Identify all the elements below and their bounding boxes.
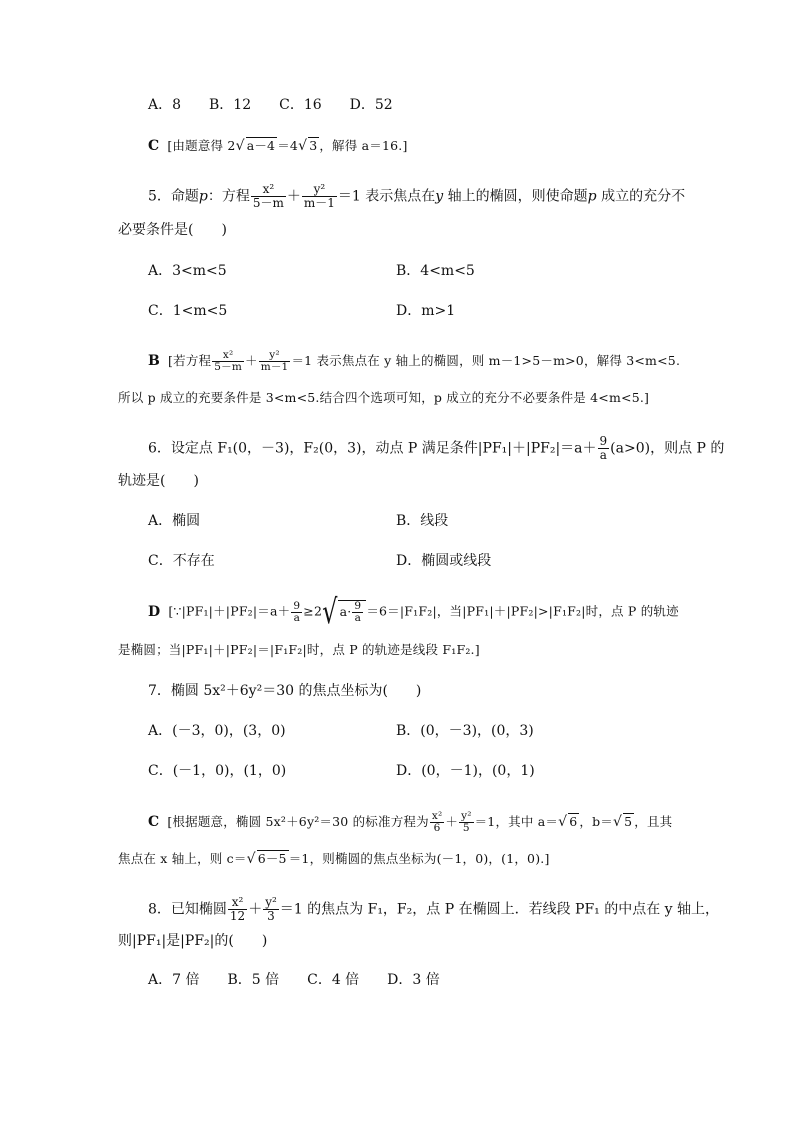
- q6-answer-text: [∵|PF₁|＋|PF₂|＝a＋: [168, 603, 291, 619]
- q7-answer-text: [根据题意，椭圆 5x²＋6y²＝30 的标准方程为: [167, 814, 429, 829]
- frac-den: 12: [229, 909, 246, 923]
- q6-answer-radical: [322, 592, 366, 632]
- sqrt-symbol: √: [558, 814, 568, 830]
- q5-option-c: C．1<m<5: [148, 303, 228, 319]
- q5-var-p: p: [198, 188, 208, 205]
- q4-answer-text: [由题意得 2: [167, 138, 236, 153]
- q5-frac2-den: m－1: [303, 196, 335, 210]
- q5-answer-text: [若方程: [168, 353, 212, 368]
- q4-answer-close: ，解得 a＝16.]: [319, 138, 408, 153]
- radicand: 6: [569, 814, 578, 829]
- sqrt-symbol: √: [322, 592, 338, 632]
- frac-den: a: [291, 612, 302, 624]
- q8-text: 8．已知椭圆: [148, 901, 227, 918]
- q6-answer-line1: [148, 592, 679, 632]
- q7-option-c: C．(－1，0)，(1，0): [148, 763, 287, 779]
- q5-option-d: D．m>1: [396, 303, 456, 319]
- q8-stem-line2: 则|PF₁|是|PF₂|的( ): [118, 933, 268, 949]
- q7-answer-text: ＝1，其中 a＝: [474, 814, 559, 829]
- q4-answer-mid: ＝4: [277, 138, 299, 153]
- sqrt-symbol: √: [612, 814, 623, 830]
- q5-text: 轴上的椭圆，则使命题: [443, 188, 588, 205]
- q5-fraction-2: [302, 183, 337, 210]
- q4-answer-key: C: [148, 138, 160, 154]
- q5-var-y: y: [435, 188, 444, 205]
- q8-stem-line1: [148, 896, 719, 923]
- q6-answer-text: ＝6＝|F₁F₂|，当|PF₁|＋|PF₂|>|F₁F₂|时，点 P 的轨迹: [366, 603, 679, 619]
- q7-option-b: B．(0，－3)，(0，3): [396, 723, 534, 739]
- radicand-text: a·: [339, 604, 352, 619]
- plus-sign: ＋: [244, 353, 258, 368]
- q5-answer-line2: 所以 p 成立的充要条件是 3<m<5.结合四个选项可知，p 成立的充分不必要条件是 4<m<5.]: [118, 390, 650, 405]
- q6-option-b: B．线段: [396, 513, 449, 529]
- q5-text: ：方程: [207, 188, 250, 205]
- q5-text: ＝1 表示焦点在: [337, 188, 436, 205]
- sqrt-symbol: √: [298, 138, 308, 154]
- q5-frac1-num: x²: [262, 182, 275, 196]
- q5-frac2-num: y²: [313, 182, 326, 196]
- q4-radicand-1: a－4: [246, 138, 276, 153]
- q5-plus: ＋: [286, 188, 301, 205]
- sqrt-symbol: √: [246, 851, 256, 867]
- q5-answer-fraction-2: [259, 350, 291, 373]
- q8-text: ＝1 的焦点为 F₁，F₂，点 P 在椭圆上．若线段 PF₁ 的中点在 y 轴上，: [279, 901, 720, 918]
- q6-option-a: A．椭圆: [148, 513, 201, 529]
- sqrt-symbol: √: [235, 138, 245, 154]
- plus-sign: ＋: [248, 901, 263, 918]
- q4-options: A．8 B．12 C．16 D．52: [148, 97, 393, 113]
- q6-fraction: [598, 435, 610, 462]
- q8-fraction-2: [263, 896, 279, 923]
- radicand: 6－5: [257, 851, 287, 866]
- q7-answer-line2: [118, 849, 550, 869]
- q6-answer-key: D: [148, 603, 161, 620]
- q7-answer-key: C: [148, 814, 160, 830]
- q7-answer-fraction-1: [430, 811, 445, 834]
- q4-radicand-2: 3: [309, 138, 318, 153]
- frac-num: x²: [431, 810, 443, 822]
- q5-answer-fraction-1: [212, 350, 244, 373]
- frac-num: x²: [222, 349, 234, 361]
- frac-num: 9: [599, 434, 608, 448]
- q7-stem: 7．椭圆 5x²＋6y²＝30 的焦点坐标为( ): [148, 683, 422, 699]
- q6-option-d: D．椭圆或线段: [396, 553, 492, 569]
- q8-fraction-1: [228, 896, 247, 923]
- q6-stem-line2: 轨迹是( ): [118, 473, 199, 489]
- q6-answer-line2: 是椭圆；当|PF₁|＋|PF₂|＝|F₁F₂|时，点 P 的轨迹是线段 F₁F₂.]: [118, 642, 480, 657]
- q7-answer-text: ＝1，则椭圆的焦点坐标为(－1，0)，(1，0).]: [288, 851, 550, 866]
- plus-sign: ＋: [445, 814, 459, 829]
- radicand-fraction: [352, 601, 363, 624]
- q5-var-p: p: [587, 188, 597, 205]
- q5-text: 5．命题: [148, 188, 199, 205]
- frac-num: 9: [354, 600, 362, 612]
- frac-den: a: [598, 448, 610, 462]
- frac-den: 5－m: [214, 361, 242, 373]
- q6-text: 6．设定点 F₁(0，－3)，F₂(0，3)，动点 P 满足条件|PF₁|＋|PF₂|＝a＋: [148, 440, 597, 457]
- frac-den: 3: [263, 909, 279, 923]
- q5-fraction-1: [251, 183, 286, 210]
- q7-option-d: D．(0，－1)，(0，1): [396, 763, 535, 779]
- q7-option-a: A．(－3，0)，(3，0): [148, 723, 286, 739]
- frac-num: y²: [461, 810, 472, 822]
- q5-frac1-den: 5－m: [252, 196, 284, 210]
- frac-den: 5: [459, 822, 474, 834]
- q5-option-a: A．3<m<5: [148, 263, 227, 279]
- q7-answer-line1: [148, 811, 672, 834]
- q5-stem-line2: 必要条件是( ): [118, 222, 227, 238]
- frac-den: m－1: [260, 361, 289, 373]
- q6-option-c: C．不存在: [148, 553, 215, 569]
- q6-answer-fraction: [291, 601, 302, 624]
- q5-text: 成立的充分不: [596, 188, 686, 205]
- q7-answer-text: 焦点在 x 轴上，则 c＝: [118, 851, 247, 866]
- q5-option-b: B．4<m<5: [396, 263, 475, 279]
- frac-num: y²: [269, 349, 280, 361]
- frac-num: 9: [293, 599, 301, 612]
- q8-options: A．7 倍 B．5 倍 C．4 倍 D．3 倍: [148, 972, 440, 988]
- q7-answer-text: ，b＝: [579, 814, 613, 829]
- radicand: 5: [624, 814, 633, 829]
- frac-num: y²: [265, 895, 277, 909]
- frac-den: a: [352, 612, 363, 624]
- q5-answer-key: B: [148, 353, 161, 369]
- frac-den: 6: [430, 822, 445, 834]
- frac-num: x²: [231, 895, 244, 909]
- q5-answer-text: ＝1 表示焦点在 y 轴上的椭圆，则 m－1>5－m>0，解得 3<m<5.: [291, 353, 681, 368]
- q6-text: (a>0)，则点 P 的: [610, 440, 725, 457]
- q6-answer-text: ≥2: [303, 603, 323, 619]
- q6-stem-line1: [148, 435, 724, 462]
- q5-stem-line1: [148, 183, 685, 210]
- q4-answer: [148, 136, 408, 156]
- q7-answer-text: ，且其: [634, 814, 673, 829]
- q5-answer-line1: [148, 350, 680, 373]
- q7-answer-fraction-2: [459, 811, 474, 834]
